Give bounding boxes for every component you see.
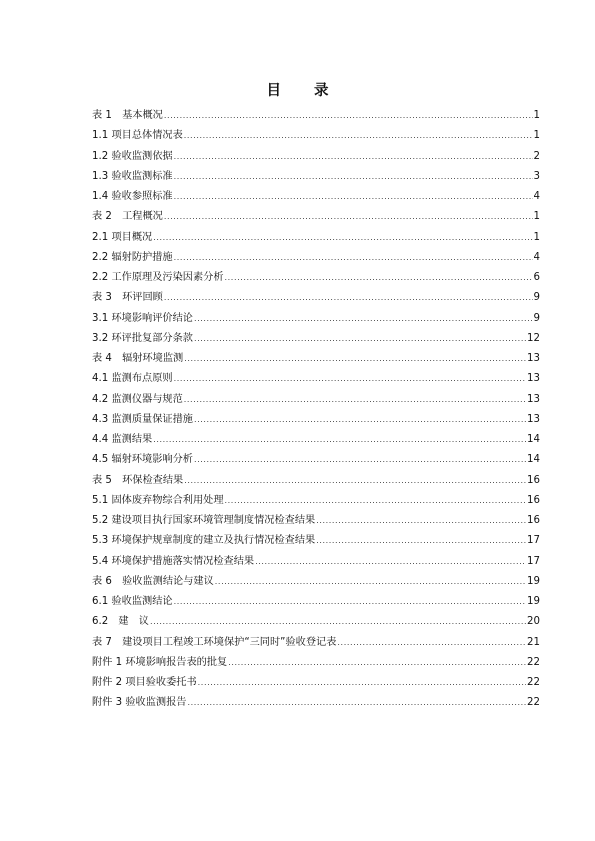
- toc-entry-page-number: 13: [527, 413, 540, 425]
- toc-entry-page-number: 16: [527, 494, 540, 506]
- toc-entry-label: 3.1 环境影响评价结论: [92, 312, 193, 324]
- toc-entry[interactable]: [92, 616, 540, 636]
- toc-entry[interactable]: [92, 171, 540, 191]
- toc-entry[interactable]: [92, 495, 540, 515]
- toc-entry-page-number: 16: [527, 474, 540, 486]
- toc-entry-page-number: 1: [533, 231, 540, 243]
- toc-dot-leader: [164, 110, 533, 122]
- toc-entry[interactable]: [92, 110, 540, 130]
- toc-entry-page-number: 9: [533, 312, 540, 324]
- toc-entry-label: 1.4 验收参照标准: [92, 191, 173, 202]
- toc-dot-leader: [194, 414, 526, 426]
- toc-entry[interactable]: [92, 475, 540, 495]
- toc-entry[interactable]: [92, 394, 540, 414]
- toc-entry-page-number: 6: [533, 272, 540, 283]
- toc-list: [92, 110, 540, 718]
- toc-entry-label: 附件 1 环境影响报告表的批复: [92, 656, 228, 668]
- toc-entry-page-number: 21: [527, 636, 540, 648]
- toc-entry-label: 5.2 建设项目执行国家环境管理制度情况检查结果: [92, 515, 316, 526]
- toc-dot-leader: [174, 373, 526, 385]
- toc-dot-leader: [194, 454, 526, 466]
- toc-entry-page-number: 2: [533, 150, 540, 162]
- toc-entry[interactable]: [92, 556, 540, 576]
- toc-entry-label: 1.3 验收监测标准: [92, 170, 173, 182]
- toc-entry[interactable]: [92, 637, 540, 657]
- toc-entry-label: 4.2 监测仪器与规范: [92, 393, 183, 405]
- toc-entry[interactable]: [92, 130, 540, 150]
- toc-entry-page-number: 14: [527, 434, 540, 445]
- toc-entry-label: 5.4 环境保护措施落实情况检查结果: [92, 555, 255, 567]
- toc-entry-label: 3.2 环评批复部分条款: [92, 332, 193, 344]
- toc-entry-page-number: 19: [527, 596, 540, 607]
- toc-entry-page-number: 13: [527, 373, 540, 385]
- toc-entry-label: 6.2 建 议: [92, 616, 149, 628]
- toc-entry[interactable]: [92, 535, 540, 555]
- toc-entry[interactable]: [92, 373, 540, 393]
- toc-entry-label: 2.2 工作原理及污染因素分析: [92, 272, 224, 283]
- toc-entry-label: 4.5 辐射环境影响分析: [92, 454, 193, 466]
- toc-entry-label: 5.3 环境保护规章制度的建立及执行情况检查结果: [92, 535, 316, 547]
- toc-dot-leader: [316, 535, 526, 547]
- toc-entry[interactable]: [92, 232, 540, 252]
- toc-entry-page-number: 9: [533, 292, 540, 304]
- toc-entry[interactable]: [92, 353, 540, 373]
- toc-entry-label: 表 6 验收监测结论与建议: [92, 575, 214, 587]
- toc-entry-label: 1.2 验收监测依据: [92, 150, 173, 162]
- toc-dot-leader: [187, 697, 526, 709]
- toc-entry-label: 5.1 固体废弃物综合利用处理: [92, 494, 224, 506]
- toc-dot-leader: [174, 151, 533, 163]
- toc-entry-label: 表 5 环保检查结果: [92, 474, 184, 486]
- toc-dot-leader: [174, 596, 526, 608]
- toc-title: 目 录: [266, 83, 329, 99]
- toc-entry-page-number: 3: [533, 170, 540, 182]
- toc-entry[interactable]: [92, 657, 540, 677]
- toc-entry-page-number: 22: [527, 677, 540, 688]
- toc-entry[interactable]: [92, 313, 540, 333]
- toc-entry-page-number: 1: [533, 130, 540, 142]
- toc-dot-leader: [184, 130, 533, 142]
- toc-entry[interactable]: [92, 252, 540, 272]
- toc-entry-page-number: 22: [527, 656, 540, 668]
- toc-entry-page-number: 12: [527, 332, 540, 344]
- toc-dot-leader: [184, 475, 526, 487]
- toc-entry-label: 4.1 监测布点原则: [92, 373, 173, 385]
- toc-entry[interactable]: [92, 151, 540, 171]
- toc-entry-page-number: 1: [533, 211, 540, 223]
- toc-entry[interactable]: [92, 596, 540, 616]
- toc-entry[interactable]: [92, 414, 540, 434]
- toc-entry-label: 附件 2 项目验收委托书: [92, 677, 197, 688]
- toc-dot-leader: [215, 576, 526, 588]
- toc-dot-leader: [153, 434, 526, 446]
- toc-entry[interactable]: [92, 515, 540, 535]
- toc-entry[interactable]: [92, 272, 540, 292]
- toc-entry-page-number: 14: [527, 454, 540, 466]
- toc-dot-leader: [228, 657, 526, 669]
- toc-entry-label: 附件 3 验收监测报告: [92, 697, 187, 709]
- toc-entry-label: 表 2 工程概况: [92, 211, 163, 223]
- toc-entry[interactable]: [92, 292, 540, 312]
- toc-entry-label: 1.1 项目总体情况表: [92, 130, 183, 142]
- toc-entry-page-number: 1: [533, 110, 540, 121]
- toc-entry-page-number: 22: [527, 697, 540, 709]
- toc-entry-label: 表 4 辐射环境监测: [92, 353, 184, 364]
- toc-dot-leader: [225, 495, 527, 507]
- toc-dot-leader: [184, 394, 526, 406]
- toc-entry-page-number: 19: [527, 575, 540, 587]
- toc-dot-leader: [174, 191, 533, 203]
- toc-entry-label: 6.1 验收监测结论: [92, 596, 173, 607]
- toc-entry-page-number: 16: [527, 515, 540, 526]
- toc-dot-leader: [337, 637, 526, 649]
- toc-dot-leader: [150, 616, 526, 628]
- toc-dot-leader: [198, 677, 526, 689]
- toc-entry-page-number: 13: [527, 393, 540, 405]
- toc-dot-leader: [153, 232, 532, 244]
- toc-dot-leader: [174, 252, 533, 264]
- toc-entry-page-number: 4: [533, 251, 540, 263]
- toc-entry-label: 表 3 环评回顾: [92, 292, 163, 304]
- toc-entry-page-number: 4: [533, 191, 540, 202]
- toc-dot-leader: [184, 353, 526, 365]
- toc-dot-leader: [174, 171, 533, 183]
- toc-entry-page-number: 17: [527, 555, 540, 567]
- toc-entry[interactable]: [92, 576, 540, 596]
- toc-dot-leader: [164, 211, 533, 223]
- toc-entry[interactable]: [92, 434, 540, 454]
- toc-dot-leader: [316, 515, 526, 527]
- toc-entry[interactable]: [92, 211, 540, 231]
- toc-entry[interactable]: [92, 191, 540, 211]
- toc-entry-label: 表 1 基本概况: [92, 110, 163, 121]
- toc-entry-label: 2.1 项目概况: [92, 231, 153, 243]
- toc-entry[interactable]: [92, 697, 540, 717]
- toc-entry[interactable]: [92, 454, 540, 474]
- toc-entry-label: 2.2 辐射防护措施: [92, 251, 173, 263]
- toc-dot-leader: [194, 333, 526, 345]
- toc-entry-page-number: 13: [527, 353, 540, 364]
- toc-dot-leader: [225, 272, 533, 284]
- toc-entry-page-number: 17: [527, 535, 540, 547]
- toc-entry-label: 4.3 监测质量保证措施: [92, 413, 193, 425]
- toc-dot-leader: [255, 556, 526, 568]
- toc-entry-label: 4.4 监测结果: [92, 434, 153, 445]
- toc-entry[interactable]: [92, 333, 540, 353]
- toc-dot-leader: [194, 313, 533, 325]
- toc-entry-label: 表 7 建设项目工程竣工环境保护“三同时”验收登记表: [92, 636, 337, 648]
- toc-dot-leader: [164, 292, 533, 304]
- toc-entry-page-number: 20: [527, 616, 540, 628]
- toc-entry[interactable]: [92, 677, 540, 697]
